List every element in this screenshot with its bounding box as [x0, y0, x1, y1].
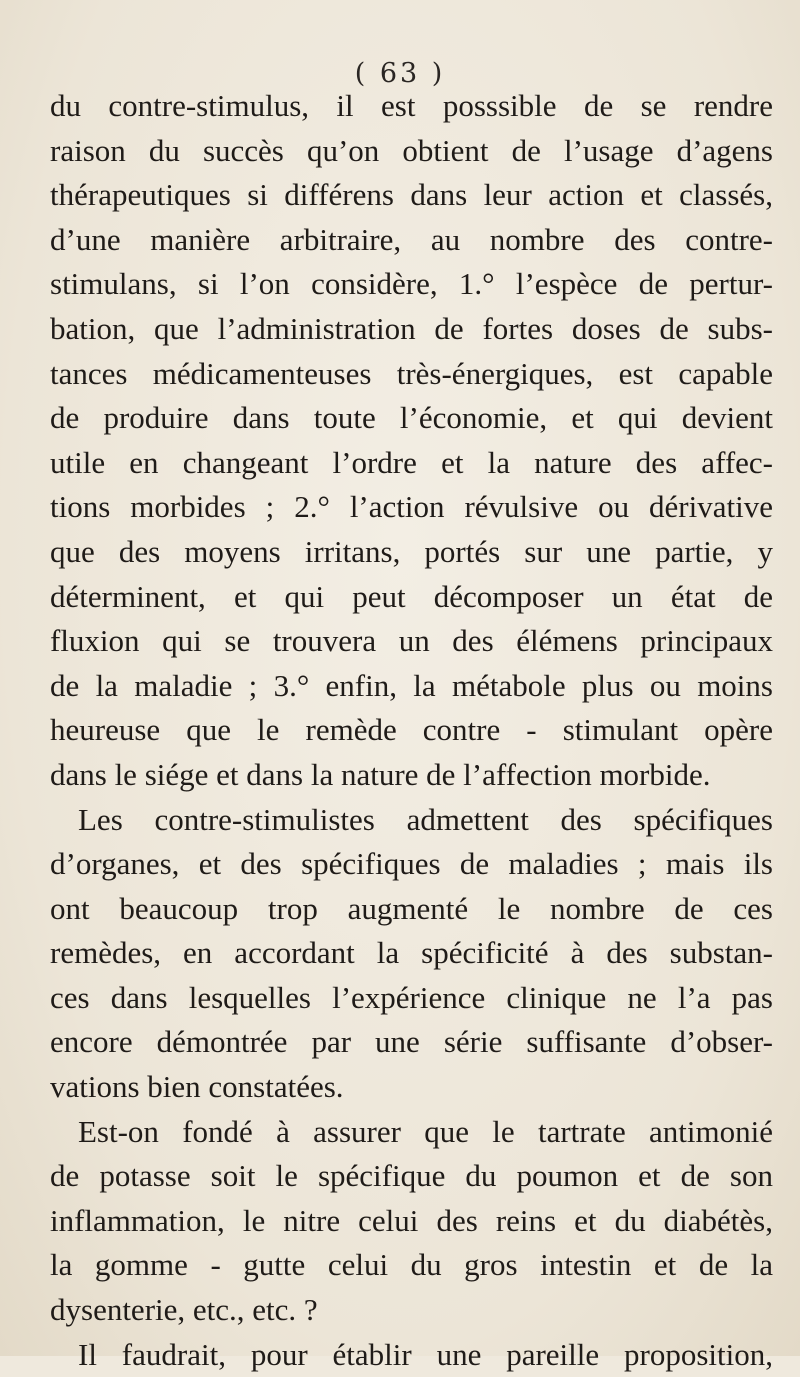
- text-line: encore démontrée par une série suffisante d’obser-: [50, 1024, 773, 1060]
- paragraph-3: [50, 1110, 773, 1333]
- text-line: fluxion qui se trouvera un des élémens principaux: [50, 623, 773, 659]
- text-line: d’organes, et des spécifiques de maladies ; mais ils: [50, 846, 773, 882]
- paragraph-2: [50, 798, 773, 1110]
- text-line: raison du succès qu’on obtient de l’usage d’agens: [50, 132, 773, 168]
- text-line: inflammation, le nitre celui des reins et du diabétès,: [50, 1202, 773, 1238]
- text-line: bation, que l’administration de fortes doses de subs-: [50, 310, 773, 346]
- body-text: [50, 84, 773, 1377]
- text-line: thérapeutiques si différens dans leur action et classés,: [50, 177, 773, 213]
- text-line: vations bien constatées.: [50, 1069, 344, 1105]
- text-line: la gomme - gutte celui du gros intestin et de la: [50, 1247, 773, 1283]
- text-line: Est-on fondé à assurer que le tartrate antimonié: [78, 1113, 773, 1149]
- text-line: heureuse que le remède contre - stimulant opère: [50, 712, 773, 748]
- text-line: tances médicamenteuses très-énergiques, est capable: [50, 355, 773, 391]
- paragraph-1: [50, 84, 773, 798]
- text-line: de la maladie ; 3.° enfin, la métabole plus ou moins: [50, 667, 773, 703]
- text-line: ont beaucoup trop augmenté le nombre de ces: [50, 890, 773, 926]
- text-line: dysenterie, etc., etc. ?: [50, 1292, 318, 1328]
- text-line: dans le siége et dans la nature de l’affection morbide.: [50, 756, 711, 792]
- text-line: de potasse soit le spécifique du poumon et de son: [50, 1158, 773, 1194]
- text-line: tions morbides ; 2.° l’action révulsive ou dérivative: [50, 489, 773, 525]
- text-line: Il faudrait, pour établir une pareille proposition,: [78, 1336, 773, 1372]
- page-number: ( 63 ): [354, 58, 446, 89]
- text-line: utile en changeant l’ordre et la nature des affec-: [50, 444, 773, 480]
- text-line: ces dans lesquelles l’expérience clinique ne l’a pas: [50, 979, 773, 1015]
- text-line: du contre-stimulus, il est posssible de se rendre: [50, 88, 773, 123]
- text-line: déterminent, et qui peut décomposer un état de: [50, 578, 773, 614]
- text-line: Les contre-stimulistes admettent des spécifiques: [78, 801, 773, 837]
- text-line: remèdes, en accordant la spécificité à des substan-: [50, 935, 773, 971]
- paragraph-4: [50, 1333, 773, 1377]
- text-line: stimulans, si l’on considère, 1.° l’espèce de pertur-: [50, 266, 773, 302]
- text-line: d’une manière arbitraire, au nombre des contre-: [50, 221, 773, 257]
- text-line: que des moyens irritans, portés sur une partie, y: [50, 533, 773, 569]
- text-line: de produire dans toute l’économie, et qui devient: [50, 400, 773, 436]
